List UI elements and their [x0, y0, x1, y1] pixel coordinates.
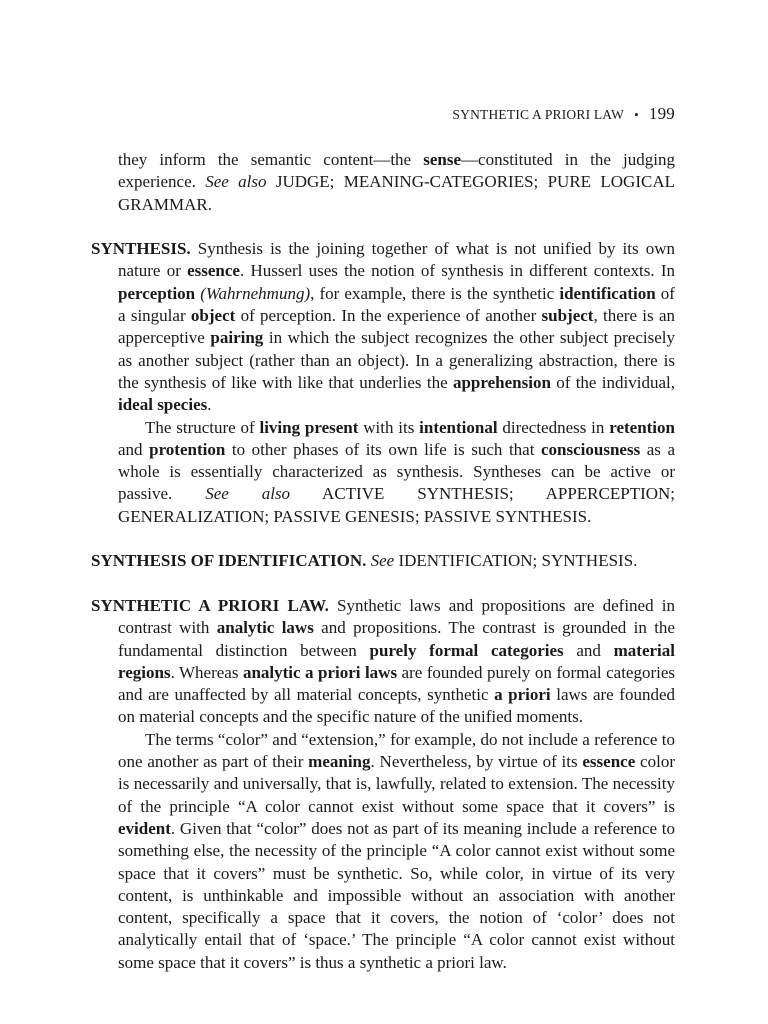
see-also-label: See also: [205, 172, 267, 192]
entry-term: SYNTHETIC A PRIORI LAW.: [91, 595, 329, 615]
page-number: 199: [648, 104, 675, 123]
see-label: See: [366, 551, 395, 571]
entry-term: SYNTHESIS.: [91, 239, 191, 259]
entry-synthetic-a-priori-law-paragraph-2: The terms “color” and “extension,” for example, do not include a reference to one another as part of their meaning. Nevertheless, by virtue of its essence color is necessarily and universally, that is, lawfully, related to extension. The necessity of the principle “A color cannot exist without some space that it covers” is evident. Given that “color” does not as part of its meaning include a reference to something else, the necessity of the principle “A color cannot exist without some space that it covers” must be synthetic. So, while color, in virtue of its very content, is unthinkable and impossible without an association with another content, specifically a space that it covers, the notion of ‘color’ does not analytically entail that of ‘space.’ The principle “A color cannot exist without some space that it covers” is thus a synthetic a priori law.: [118, 729, 675, 972]
bullet-separator: •: [634, 107, 639, 122]
entry-term: SYNTHESIS OF IDENTIFICATION.: [91, 551, 367, 571]
running-title: SYNTHETIC A PRIORI LAW: [452, 107, 625, 122]
running-header: [452, 104, 675, 124]
page-body: [91, 149, 675, 974]
entry-synthetic-a-priori-law: SYNTHETIC A PRIORI LAW. Synthetic laws and propositions are defined in contrast with analytic laws and propositions. The contrast is grounded in the fundamental distinction between purely formal categories and material regions. Whereas analytic a priori laws are founded purely on formal categories and are unaffected by all material concepts, synthetic a priori laws are founded on material concepts and the specific nature of the unified moments.: [91, 595, 676, 727]
continued-paragraph: they inform the semantic content—the sense—constituted in the judging experience. See also JUDGE; MEANING-CATEGORIES; PURE LOGICAL GRAMMAR.: [118, 150, 675, 214]
entry-synthesis-of-identification: SYNTHESIS OF IDENTIFICATION. See IDENTIFICATION; SYNTHESIS.: [91, 551, 638, 571]
see-also-label: See also: [205, 484, 291, 504]
entry-synthesis: SYNTHESIS. Synthesis is the joining together of what is not unified by its own nature or essence. Husserl uses the notion of synthesis in different contexts. In perception (Wahrnehmung), for example, there is the synthetic identification of a singular object of perception. In the experience of another subject, there is an apperceptive pairing in which the subject recognizes the other subject precisely as another subject (rather than an object). In a generalizing abstraction, there is the synthesis of like with like that underlies the apprehension of the individual, ideal species.: [91, 239, 675, 415]
entry-synthesis-paragraph-2: The structure of living present with its intentional directedness in retention and protention to other phases of its own life is such that consciousness as a whole is essentially characterized as synthesis. Syntheses can be active or passive. See also ACTIVE SYNTHESIS; APPERCEPTION; GENERALIZATION; PASSIVE GENESIS; PASSIVE SYNTHESIS.: [118, 417, 676, 526]
cross-reference: sense: [423, 150, 462, 169]
